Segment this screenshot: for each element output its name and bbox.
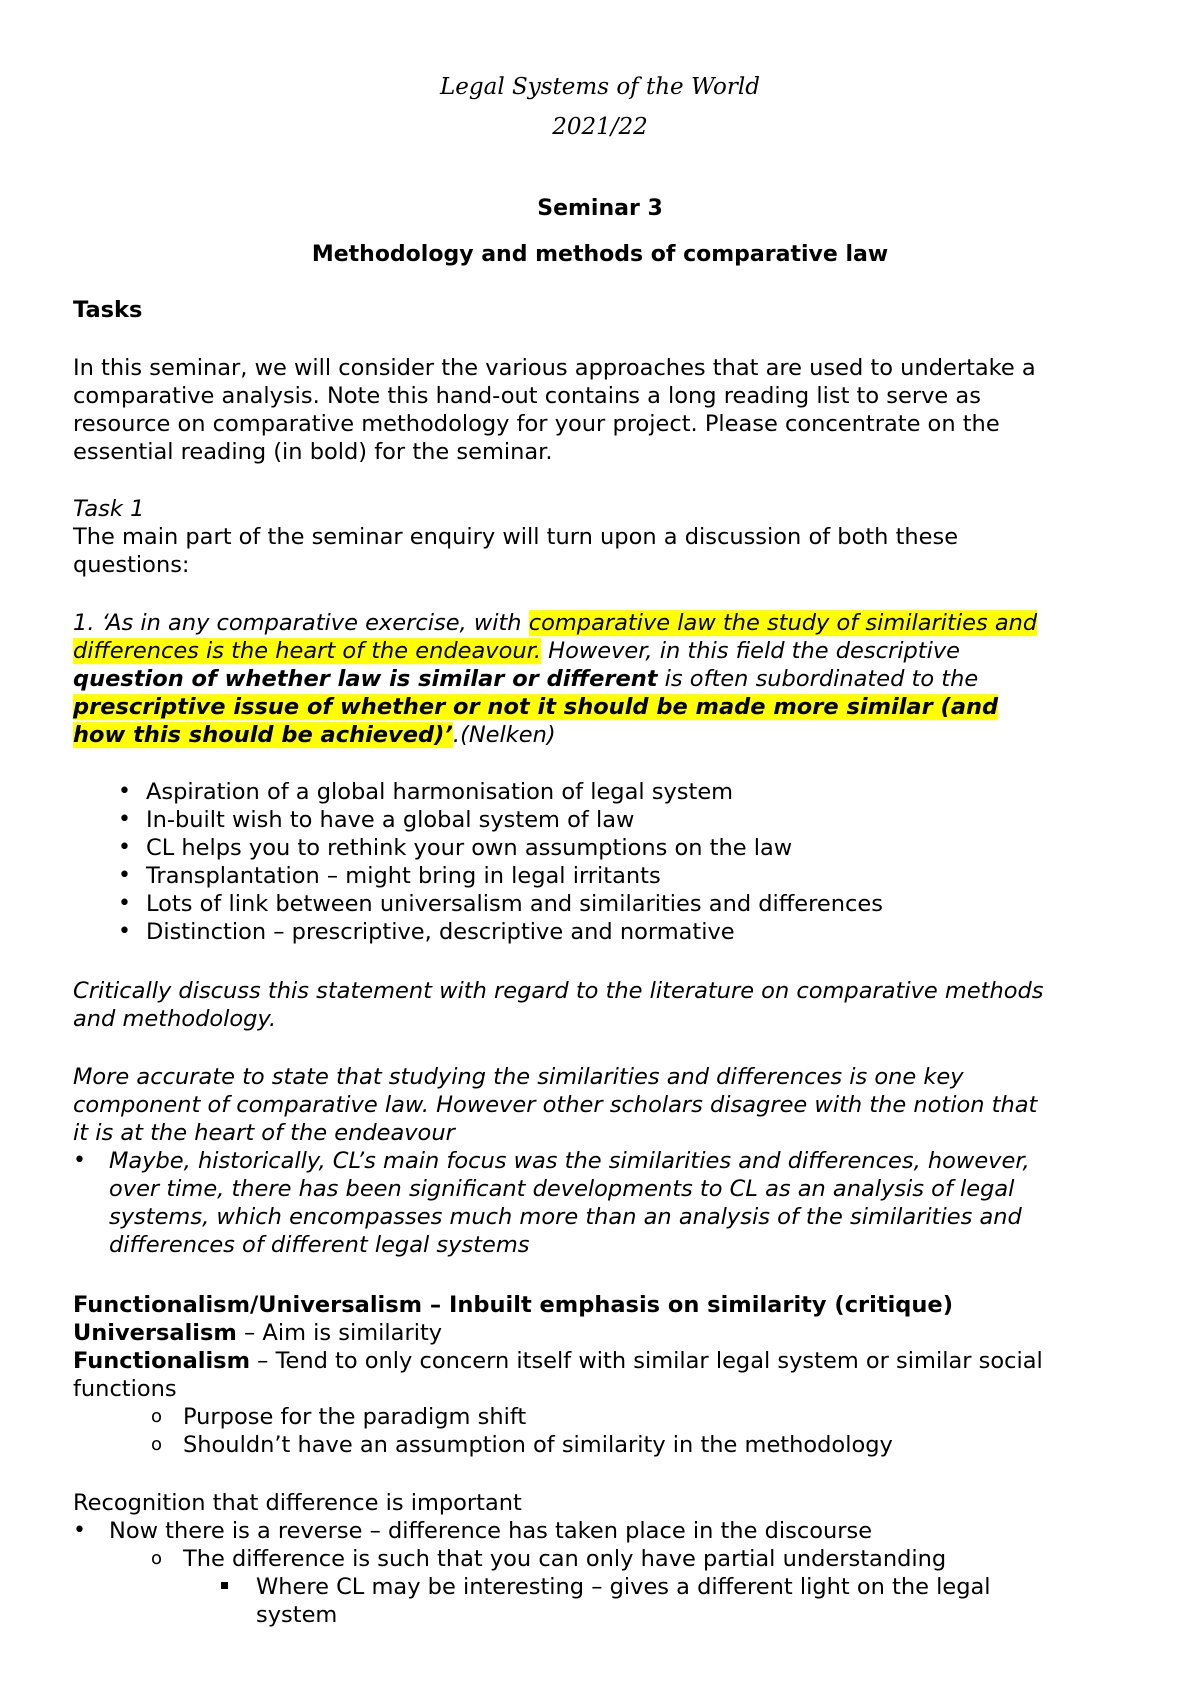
quote-citation: .(Nelken) <box>452 722 556 748</box>
universalism-line <box>73 1319 442 1347</box>
quote-highlight: differences is the heart of the endeavour. <box>73 638 541 664</box>
circle-bullet-icon: o <box>151 1406 163 1427</box>
quote-text: However, in this field the descriptive <box>541 638 960 664</box>
square-bullet-icon <box>221 1582 228 1589</box>
sub-list-item: Shouldn’t have an assumption of similarity in the methodology <box>183 1432 893 1458</box>
intro-line: comparative analysis. Note this hand-out contains a long reading list to serve as <box>73 383 981 409</box>
note-bullet-line: systems, which encompasses much more than an analysis of the similarities and <box>109 1204 1022 1230</box>
quote-bold: question of whether law is similar or different <box>73 666 658 692</box>
bullet-icon: • <box>118 807 131 832</box>
discuss-line: and methodology. <box>73 1006 277 1032</box>
quote-line-2 <box>73 637 960 665</box>
sub-list-item: The difference is such that you can only have partial understanding <box>183 1546 947 1572</box>
definition: – Tend to only concern itself with similar legal system or similar social <box>250 1348 1043 1374</box>
bullet-icon: • <box>73 1518 86 1543</box>
list-item: Distinction – prescriptive, descriptive and normative <box>146 919 735 945</box>
term: Functionalism <box>73 1348 251 1374</box>
tasks-heading: Tasks <box>73 297 143 323</box>
bullet-icon: • <box>73 1148 86 1173</box>
bullet-icon: • <box>118 835 131 860</box>
list-item: Transplantation – might bring in legal irritants <box>146 863 661 889</box>
intro-line: essential reading (in bold) for the seminar. <box>73 439 553 465</box>
task1-intro-line: questions: <box>73 552 190 578</box>
circle-bullet-icon: o <box>151 1434 163 1455</box>
functionalism-heading: Functionalism/Universalism – Inbuilt emphasis on similarity (critique) <box>73 1292 953 1318</box>
seminar-title: Methodology and methods of comparative law <box>311 242 889 267</box>
note-bullet-line: over time, there has been significant developments to CL as an analysis of legal <box>109 1176 1015 1202</box>
sub-sub-list-item: Where CL may be interesting – gives a different light on the legal <box>256 1574 991 1600</box>
definition: – Aim is similarity <box>236 1320 443 1346</box>
task1-label: Task 1 <box>73 496 145 522</box>
note-line: More accurate to state that studying the similarities and differences is one key <box>73 1064 964 1090</box>
quote-highlight: prescriptive issue of whether or not it should be made more similar (and <box>73 694 999 720</box>
bullet-icon: • <box>118 863 131 888</box>
list-item: CL helps you to rethink your own assumptions on the law <box>146 835 793 861</box>
term: Universalism <box>73 1320 237 1346</box>
list-item: Now there is a reverse – difference has taken place in the discourse <box>109 1518 873 1544</box>
note-line: it is at the heart of the endeavour <box>73 1120 455 1146</box>
list-item: In-built wish to have a global system of law <box>146 807 635 833</box>
intro-line: In this seminar, we will consider the various approaches that are used to undertake a <box>73 355 1036 381</box>
circle-bullet-icon: o <box>151 1548 163 1569</box>
quote-line-1 <box>73 609 1037 637</box>
quote-highlight: comparative law the study of similarities and <box>528 610 1038 636</box>
quote-highlight: how this should be achieved)’ <box>73 722 453 748</box>
difference-heading: Recognition that difference is important <box>73 1490 522 1516</box>
note-bullet-line: Maybe, historically, CL’s main focus was the similarities and differences, however, <box>109 1148 1030 1174</box>
list-item: Lots of link between universalism and similarities and differences <box>146 891 883 917</box>
seminar-number: Seminar 3 <box>537 196 663 221</box>
academic-year: 2021/22 <box>552 114 648 140</box>
quote-text: is often subordinated to the <box>657 666 979 692</box>
sub-list-item: Purpose for the paradigm shift <box>183 1404 527 1430</box>
quote-line-4 <box>73 693 998 721</box>
note-bullet-line: differences of different legal systems <box>109 1232 530 1258</box>
note-line: component of comparative law. However other scholars disagree with the notion that <box>73 1092 1038 1118</box>
quote-text: 1. ‘As in any comparative exercise, with <box>73 610 529 636</box>
quote-line-3 <box>73 665 978 693</box>
bullet-icon: • <box>118 779 131 804</box>
course-title: Legal Systems of the World <box>440 74 760 100</box>
quote-line-5 <box>73 721 556 749</box>
functionalism-line <box>73 1347 1043 1375</box>
intro-line: resource on comparative methodology for your project. Please concentrate on the <box>73 411 1000 437</box>
functionalism-line-cont: functions <box>73 1376 177 1402</box>
task1-intro-line: The main part of the seminar enquiry will turn upon a discussion of both these <box>73 524 959 550</box>
sub-sub-list-item-cont: system <box>256 1602 338 1628</box>
list-item: Aspiration of a global harmonisation of legal system <box>146 779 734 805</box>
bullet-icon: • <box>118 891 131 916</box>
discuss-line: Critically discuss this statement with regard to the literature on comparative methods <box>73 978 1044 1004</box>
bullet-icon: • <box>118 919 131 944</box>
